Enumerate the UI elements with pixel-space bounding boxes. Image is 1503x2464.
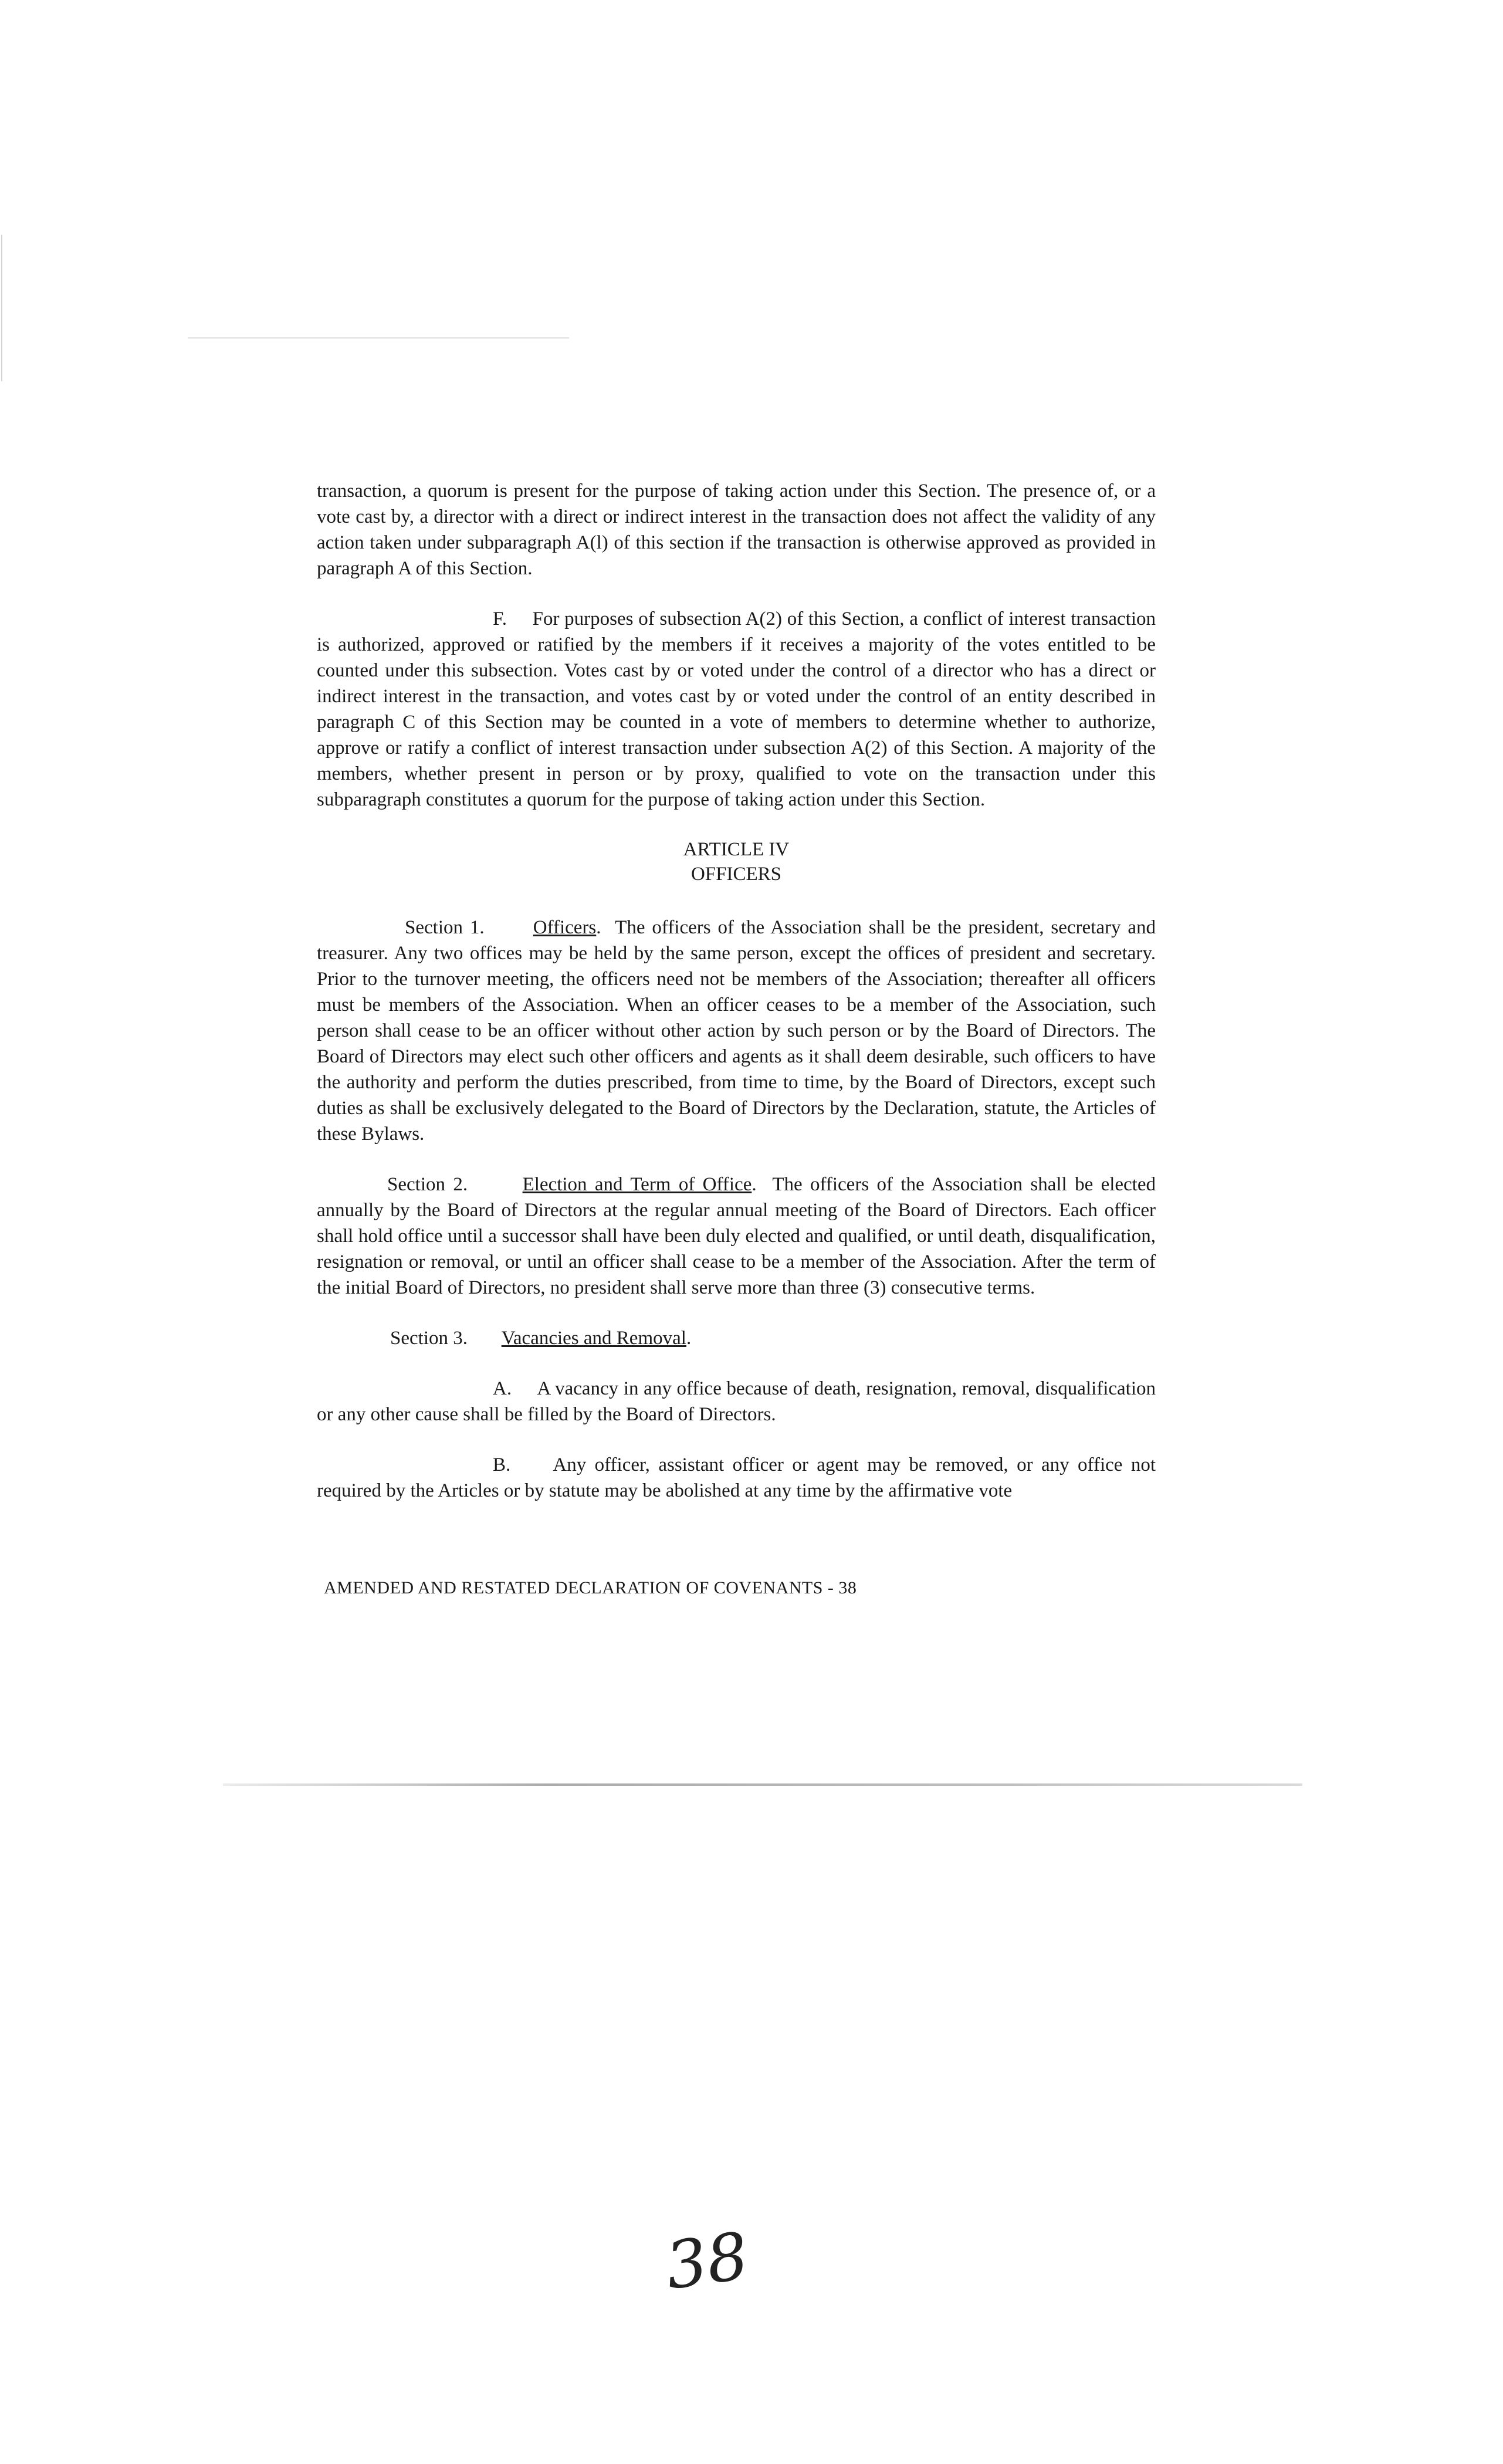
paragraph-f [317, 606, 1156, 813]
paragraph-f-label: F. [493, 608, 507, 629]
section-3: Section 3. Vacancies and Removal. [390, 1328, 692, 1349]
scan-artifact-line [223, 1783, 1302, 1786]
article-number: ARTICLE IV [683, 839, 790, 860]
scan-artifact-top [188, 337, 569, 339]
section-2-text: The officers of the Association shall be elected annually by the Board of Directors at the regular annual meeting of the Board of Directors. Each officer shall hold office until a successor shall have been duly elected and qualified, or until death, disqualification, resignation or removal, or until an officer shall cease to be a member of the Association. After the term of the initial Board of Directors, no president shall serve more than three (3) consecutive terms. [317, 1174, 1156, 1298]
section-3-paragraph-a [317, 1376, 1156, 1427]
page-footer: AMENDED AND RESTATED DECLARATION OF COVENANTS - 38 [324, 1578, 857, 1597]
article-title: OFFICERS [690, 864, 782, 885]
section-2-label: Section 2. [387, 1174, 468, 1195]
section-3-b-label: B. [493, 1454, 511, 1475]
scan-edge-mark [1, 235, 2, 381]
section-2: Section 2. Election and Term of Office. The officers of the Association shall be elected annually by the Board of Directors at the regular annual meeting of the Board of Directors. Each officer shall hold office until a successor shall have been duly elected and qualified, or until death, disqualification, resignation or removal, or until an officer shall cease to be a member of the Association. After the term of the initial Board of Directors, no president shall serve more than three (3) consecutive terms. [317, 1174, 1156, 1298]
handwritten-page-number: 38 [661, 2218, 753, 2304]
section-1: Section 1. Officers. The officers of the Association shall be the president, secretary and treasurer. Any two offices may be held by the same person, except the offices of president and secretary. Prior to the turnover meeting, the officers need not be members of the Association; thereafter all officers must be members of the Association. When an officer ceases to be a member of the Association, such person shall cease to be an officer without other action by such person or by the Board of Directors. The Board of Directors may elect such other officers and agents as it shall deem desirable, such officers to have the authority and perform the duties prescribed, from time to time, by the Board of Directors, except such duties as shall be exclusively delegated to the Board of Directors by the Declaration, statute, the Articles of these Bylaws. [317, 917, 1156, 1145]
paragraph-continuation: transaction, a quorum is present for the purpose of taking action under this Section. The presence of, or a vote cast by, a director with a direct or indirect interest in the transaction does not affect the validity of any action taken under subparagraph A(l) of this section if the transaction is otherwise approved as provided in paragraph A of this Section. [317, 480, 1156, 579]
section-3-b-text: Any officer, assistant officer or agent may be removed, or any office not required by the Articles or by statute may be abolished at any time by the affirmative vote [317, 1454, 1156, 1501]
section-1-text: The officers of the Association shall be the president, secretary and treasurer. Any two offices may be held by the same person, except the offices of president and secretary. Prior to the turnover meeting, the officers need not be members of the Association; thereafter all officers must be members of the Association. When an officer ceases to be a member of the Association, such person shall cease to be an officer without other action by such person or by the Board of Directors. The Board of Directors may elect such other officers and agents as it shall deem desirable, such officers to have the authority and perform the duties prescribed, from time to time, by the Board of Directors, except such duties as shall be exclusively delegated to the Board of Directors by the Declaration, statute, the Articles of these Bylaws. [317, 917, 1156, 1145]
article-heading [317, 837, 1156, 886]
section-2-heading: Election and Term of Office [522, 1174, 752, 1195]
section-1-label: Section 1. [405, 917, 485, 938]
section-3-label: Section 3. [390, 1328, 468, 1349]
paragraph-f-text: For purposes of subsection A(2) of this Section, a conflict of interest transaction is authorized, approved or ratified by the members if it receives a majority of the votes entitled to be counted under this subsection. Votes cast by or voted under the control of a director who has a direct or indirect interest in the transaction, and votes cast by or voted under the control of an entity described in paragraph C of this Section may be counted in a vote of members to determine whether to authorize, approve or ratify a conflict of interest transaction under subsection A(2) of this Section. A majority of the members, whether present in person or by proxy, qualified to vote on the transaction under this subparagraph constitutes a quorum for the purpose of taking action under this Section. [317, 608, 1156, 810]
section-3-heading: Vacancies and Removal [501, 1328, 686, 1349]
document-body [317, 478, 1156, 1528]
section-3-a-text: A vacancy in any office because of death, resignation, removal, disqualification or any other cause shall be filled by the Board of Directors. [317, 1378, 1156, 1425]
section-3-paragraph-b [317, 1452, 1156, 1504]
section-3-a-label: A. [493, 1378, 512, 1399]
section-1-heading: Officers [533, 917, 597, 938]
